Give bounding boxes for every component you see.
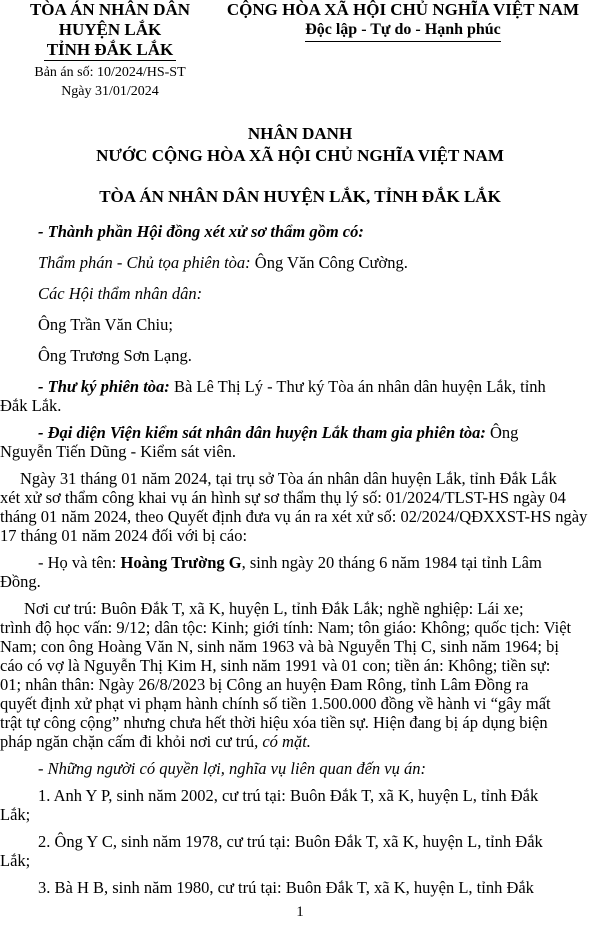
related-party-3: 3. Bà H B, sinh năm 1980, cư trú tại: Buôn Đắk T, xã K, huyện L, tỉnh Đắk <box>38 878 534 897</box>
assessor-1: Ông Trần Văn Chiu; <box>38 315 173 334</box>
residence-paragraph <box>0 599 588 751</box>
defendant-prefix: - Họ và tên: <box>38 553 121 572</box>
residence-line: quyết định xử phạt vi phạm hành chính số tiền 1.500.000 đồng về hành vi “gây mất <box>0 694 551 713</box>
related-party-2: 2. Ông Y C, sinh năm 1978, cư trú tại: Buôn Đắk T, xã K, huyện L, tỉnh Đắk <box>38 832 543 851</box>
judge-name: Ông Văn Công Cường. <box>250 253 408 272</box>
clerk-text: Bà Lê Thị Lý - Thư ký Tòa án nhân dân huyện Lắk, tỉnh <box>169 377 546 396</box>
page-number: 1 <box>296 904 304 920</box>
related-party-2-cont: Lắk; <box>0 851 31 870</box>
assessor-2: Ông Trương Sơn Lạng. <box>38 346 192 365</box>
court-name-line3: TỈNH ĐẮK LẮK <box>44 40 177 61</box>
hearing-line: tháng 01 năm 2024, theo Quyết định đưa vụ án ra xét xử số: 02/2024/QĐXXST-HS ngày <box>0 507 588 526</box>
residence-line: cáo có vợ là Nguyễn Thị Kim H, sinh năm 1991 và 01 con; tiền án: Không; tiền sự: <box>0 656 551 675</box>
nation-title: NƯỚC CỘNG HÒA XÃ HỘI CHỦ NGHĨA VIỆT NAM <box>96 146 504 165</box>
clerk-label: - Thư ký phiên tòa: <box>38 377 170 396</box>
defendant-name: Hoàng Trường G <box>120 553 242 572</box>
defendant-birth-cont: Đồng. <box>0 572 41 591</box>
in-name-title: NHÂN DANH <box>247 124 353 143</box>
procuracy-name: Nguyễn Tiến Dũng - Kiểm sát viên. <box>0 442 237 461</box>
procuracy-label: - Đại diện Viện kiểm sát nhân dân huyện Lắk tham gia phiên tòa: <box>38 423 486 442</box>
hearing-line: xét xử sơ thẩm công khai vụ án hình sự sơ thẩm thụ lý số: 01/2024/TLST-HS ngày 04 <box>0 488 566 507</box>
judge-label: Thẩm phán - Chủ tọa phiên tòa: <box>38 253 251 272</box>
related-party-1: 1. Anh Y P, sinh năm 2002, cư trú tại: Buôn Đắk T, xã K, huyện L, tỉnh Đắk <box>38 786 539 805</box>
residence-last: pháp ngăn chặn cấm đi khỏi nơi cư trú, <box>0 732 263 751</box>
judgment-number: Bản án số: 10/2024/HS-ST <box>34 65 186 80</box>
national-motto: Độc lập - Tự do - Hạnh phúc <box>305 20 501 42</box>
court-name-line1: TÒA ÁN NHÂN DÂN <box>29 0 191 19</box>
procuracy-text: Ông <box>485 423 519 442</box>
residence-line: Nam; con ông Hoàng Văn N, sinh năm 1963 và bà Nguyễn Thị C, sinh năm 1964; bị <box>0 637 559 656</box>
hearing-line: Ngày 31 tháng 01 năm 2024, tại trụ sở Tòa án nhân dân huyện Lắk, tỉnh Đắk Lắk <box>20 469 557 488</box>
republic-title: CỘNG HÒA XÃ HỘI CHỦ NGHĨA VIỆT NAM <box>226 0 580 19</box>
assessors-label: Các Hội thẩm nhân dân: <box>38 284 203 303</box>
residence-line: 01; nhân thân: Ngày 26/8/2023 bị Công an huyện Đam Rông, tỉnh Lâm Đồng ra <box>0 675 529 694</box>
residence-line: Nơi cư trú: Buôn Đắk T, xã K, huyện L, tỉnh Đắk Lắk; nghề nghiệp: Lái xe; <box>24 599 524 618</box>
related-heading: - Những người có quyền lợi, nghĩa vụ liên quan đến vụ án: <box>38 759 426 778</box>
related-party-1-cont: Lắk; <box>0 805 31 824</box>
national-header <box>218 0 588 42</box>
court-name-line2: HUYỆN LẮK <box>58 20 162 39</box>
residence-line: trật tự công cộng” nhưng chưa hết thời hiệu xóa tiền sự. Hiện đang bị áp dụng biện <box>0 713 548 732</box>
court-header <box>20 0 200 101</box>
hearing-line: 17 tháng 01 năm 2024 đối với bị cáo: <box>0 526 248 545</box>
judgment-body <box>0 222 588 897</box>
judgment-date: Ngày 31/01/2024 <box>61 84 159 99</box>
residence-line: trình độ học vấn: 9/12; dân tộc: Kinh; giới tính: Nam; tôn giáo: Không; quốc tịch: Việt <box>0 618 572 637</box>
present-status: có mặt. <box>262 732 311 751</box>
defendant-birth: , sinh ngày 20 tháng 6 năm 1984 tại tỉnh Lâm <box>241 553 542 572</box>
clerk-text-cont: Đắk Lắk. <box>0 396 62 415</box>
court-full-title: TÒA ÁN NHÂN DÂN HUYỆN LẮK, TỈNH ĐẮK LẮK <box>99 187 501 206</box>
hearing-paragraph <box>0 469 588 545</box>
panel-heading: - Thành phần Hội đồng xét xử sơ thẩm gồm có: <box>38 222 364 241</box>
